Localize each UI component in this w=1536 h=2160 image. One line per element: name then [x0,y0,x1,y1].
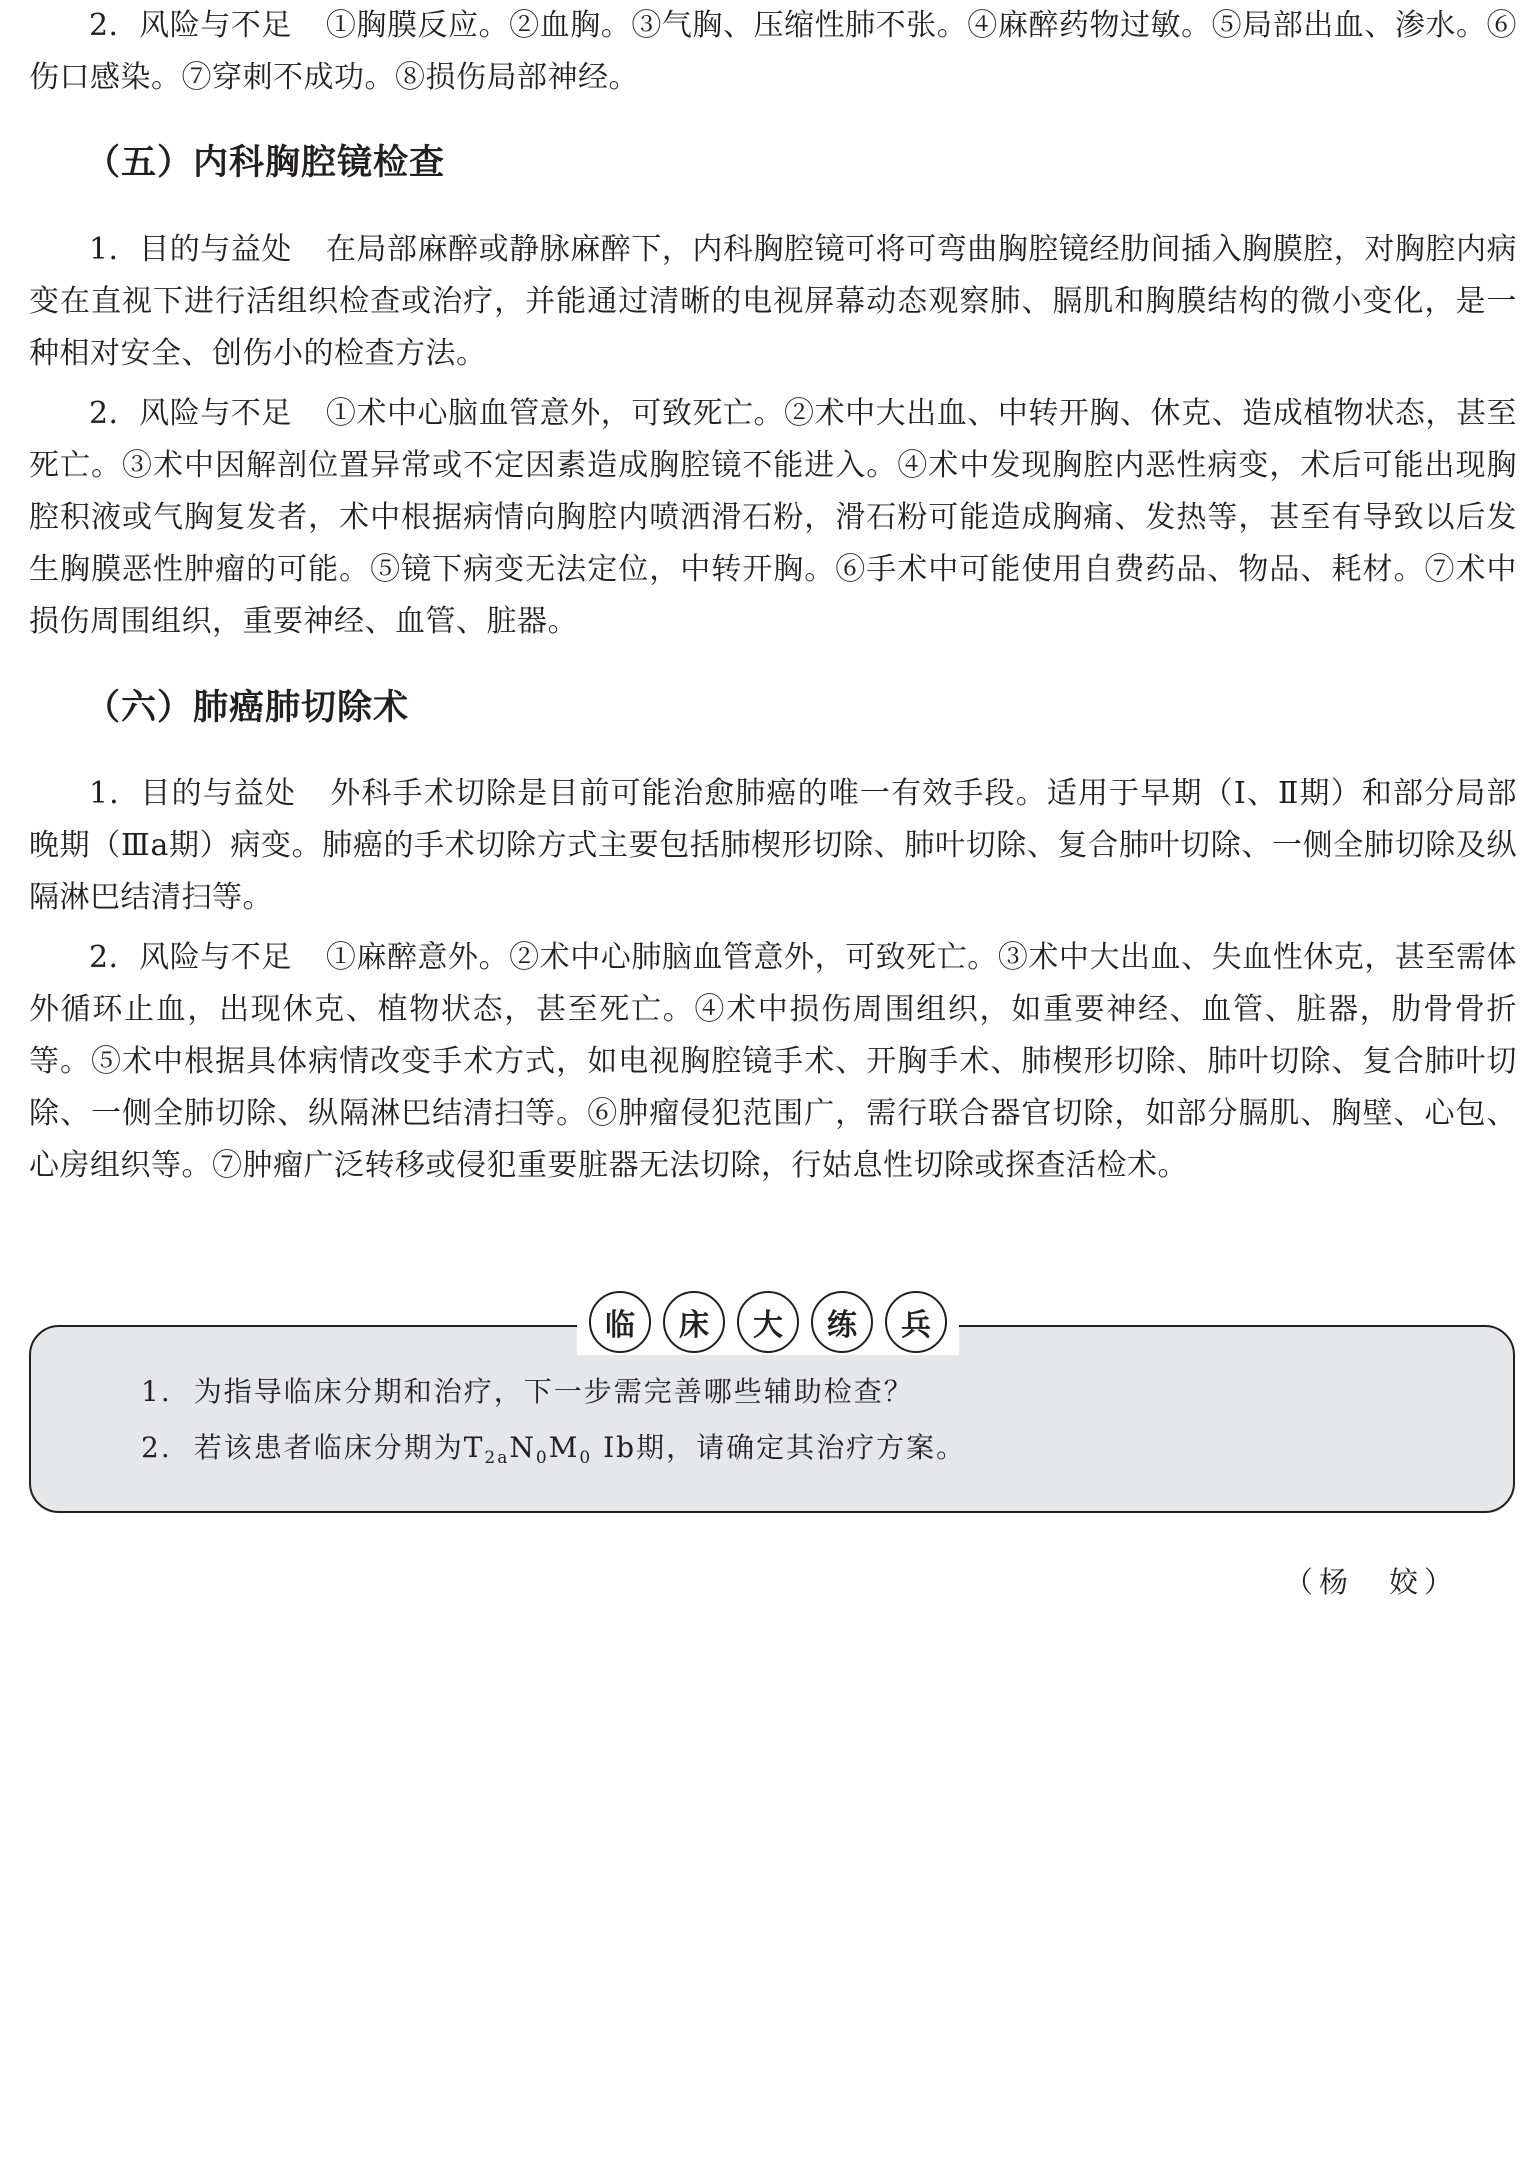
paragraph-s5-purpose [29,224,1517,380]
stage-n: N [509,1431,536,1464]
question-number: 2. [141,1431,172,1464]
exercise-question-1 [141,1364,966,1420]
para-text: ①胸膜反应。②血胸。③气胸、压缩性肺不张。④麻醉药物过敏。⑤局部出血、渗水。⑥伤口感染。⑦穿刺不成功。⑧损伤局部神经。 [29,8,1517,95]
para-lead: 2．风险与不足 [89,396,292,431]
exercise-questions [141,1364,966,1486]
paragraph-s6-risk [29,932,1517,1192]
exercise-title [577,1291,959,1355]
stage-t-subscript: 2a [484,1448,510,1468]
question-text: 为指导临床分期和治疗，下一步需完善哪些辅助检查？ [193,1375,914,1408]
exercise-title-char: 练 [811,1291,873,1353]
question-number: 1. [141,1375,172,1408]
exercise-question-2 [141,1420,966,1486]
exercise-title-char: 床 [663,1291,725,1353]
paragraph-s6-purpose [29,768,1517,924]
para-text: 在局部麻醉或静脉麻醉下，内科胸腔镜可将可弯曲胸腔镜经肋间插入胸膜腔，对胸腔内病变在直视下进行活组织检查或治疗，并能通过清晰的电视屏幕动态观察肺、膈肌和胸膜结构的微小变化，是一种相对安全、创伤小的检查方法。 [29,232,1517,371]
exercise-title-char: 兵 [885,1291,947,1353]
paragraph-s5-risk [29,388,1517,648]
stage-m-subscript: 0 [579,1448,593,1468]
exercise-title-char: 大 [737,1291,799,1353]
question-text-suffix: Ⅰb期，请确定其治疗方案。 [592,1431,967,1464]
para-text: ①术中心脑血管意外，可致死亡。②术中大出血、中转开胸、休克、造成植物状态，甚至死亡。③术中因解剖位置异常或不定因素造成胸腔镜不能进入。④术中发现胸腔内恶性病变，术后可能出现胸腔积液或气胸复发者，术中根据病情向胸腔内喷洒滑石粉，滑石粉可能造成胸痛、发热等，甚至有导致以后发生胸膜恶性肿瘤的可能。⑤镜下病变无法定位，中转开胸。⑥手术中可能使用自费药品、物品、耗材。⑦术中损伤周围组织，重要神经、血管、脏器。 [29,396,1517,639]
para-text: 外科手术切除是目前可能治愈肺癌的唯一有效手段。适用于早期（Ⅰ、Ⅱ期）和部分局部晚期（Ⅲa期）病变。肺癌的手术切除方式主要包括肺楔形切除、肺叶切除、复合肺叶切除、一侧全肺切除及纵隔淋巴结清扫等。 [29,776,1517,915]
section-heading-5: （五）内科胸腔镜检查 [85,143,446,183]
stage-m: M [548,1431,580,1464]
para-lead: 2．风险与不足 [89,940,292,975]
para-text: ①麻醉意外。②术中心肺脑血管意外，可致死亡。③术中大出血、失血性休克，甚至需体外循环止血，出现休克、植物状态，甚至死亡。④术中损伤周围组织，如重要神经、血管、脏器，肋骨骨折等。⑤术中根据具体病情改变手术方式，如电视胸腔镜手术、开胸手术、肺楔形切除、肺叶切除、复合肺叶切除、一侧全肺切除、纵隔淋巴结清扫等。⑥肿瘤侵犯范围广，需行联合器官切除，如部分膈肌、胸壁、心包、心房组织等。⑦肿瘤广泛转移或侵犯重要脏器无法切除，行姑息性切除或探查活检术。 [29,940,1517,1183]
para-lead: 1．目的与益处 [89,232,292,267]
question-text-prefix: 若该患者临床分期为T [193,1431,485,1464]
paragraph-prev-risk [29,0,1517,104]
para-lead: 2．风险与不足 [89,8,292,43]
exercise-title-char: 临 [589,1291,651,1353]
para-lead: 1．目的与益处 [89,776,297,811]
stage-n-subscript: 0 [535,1448,549,1468]
section-heading-6: （六）肺癌肺切除术 [85,688,410,728]
author-signature: （杨 姣） [1283,1565,1459,1599]
